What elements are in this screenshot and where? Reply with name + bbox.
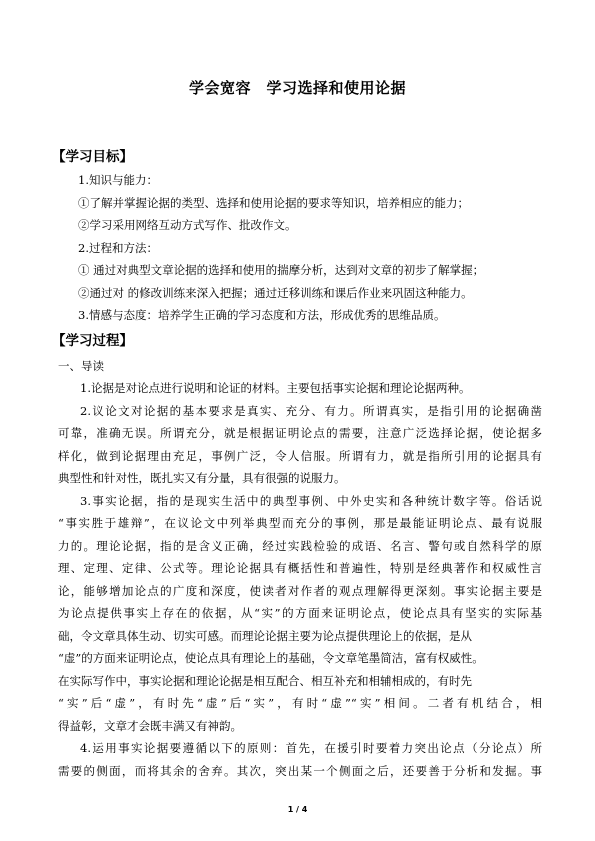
paragraph-line: 得益彰，文章才会既丰满又有神韵。 [58,719,242,733]
page-number: 1 / 4 [287,805,308,814]
paragraph-line: “实”后“虚”，有时先“虚”后“实”，有时“虚”“实”相间。二者有机结合，相 [58,696,542,710]
paragraph-line: “虚”的方面来证明论点，使论点具有理论上的基础，令文章笔墨简洁，富有权威性。 [58,651,484,665]
paragraph-line: 力的。理论论据，指的是含义正确，经过实践检验的成语、名言、警句或自然科学的原 [58,539,542,553]
goal-line: 3.情感与态度：培养学生正确的学习态度和方法，形成优秀的思维品质。 [78,308,446,322]
goal-line: ②通过对 的修改训练来深入把握；通过迁移训练和课后作业来巩固这种能力。 [78,286,473,300]
paragraph-line: “事实胜于雄辩”，在议论文中列举典型而充分的事例，那是最能证明论点、最有说服 [58,516,542,530]
paragraph-line: 础，令文章具体生动、切实可感。而理论论据主要为论点提供理论上的依据，是从 [58,629,472,643]
paragraph-line: 论，能够增加论点的广度和深度，使读者对作者的观点理解得更深刻。事实论据主要是 [58,584,542,598]
intro-line: 一、导读 [58,359,104,373]
paragraph-line: 典型性和针对性，既扎实又有分量，具有很强的说服力。 [58,471,346,485]
paragraph-line: 可靠，准确无误。所谓充分，就是根据证明论点的需要，注意广泛选择论据，使论据多 [58,426,542,440]
paragraph-line: 在实际写作中，事实论据和理论论据是相互配合、相互补充和相辅相成的，有时先 [58,674,472,688]
goal-line: ①了解并掌握论据的类型、选择和使用论据的要求等知识，培养相应的能力； [78,196,469,210]
page-title: 学会宽容 学习选择和使用论据 [188,79,406,97]
paragraph-line: 2.议论文对论据的基本要求是真实、充分、有力。所谓真实，是指引用的论据确凿 [80,404,542,418]
goal-line: 2.过程和方法： [78,241,158,255]
paragraph-line: 理、定理、定律、公式等。理论论据具有概括性和普遍性，特别是经典著作和权威性言 [58,561,542,575]
goal-line: ① 通过对典型文章论据的选择和使用的揣摩分析，达到对文章的初步了解掌握； [78,263,485,277]
goal-line: 1.知识与能力： [78,173,158,187]
paragraph-line: 需要的侧面，而将其余的舍弃。其次，突出某一个侧面之后，还要善于分析和发掘。事 [58,764,542,778]
paragraph-line: 为论点提供事实上存在的依据，从“实”的方面来证明论点，使论点具有坚实的实际基 [58,606,542,620]
paragraph-line: 1.论据是对论点进行说明和论证的材料。主要包括事实论据和理论论据两种。 [80,381,471,395]
paragraph-line: 样化，做到论据理由充足，事例广泛，令人信服。所谓有力，就是指所引用的论据具有 [58,449,542,463]
paragraph-line: 3.事实论据，指的是现实生活中的典型事例、中外史实和各种统计数字等。俗话说 [80,494,542,508]
section-heading-goals: 【学习目标】 [52,149,133,165]
paragraph-line: 4.运用事实论据要遵循以下的原则：首先，在援引时要着力突出论点（分论点）所 [80,741,542,755]
section-heading-process: 【学习过程】 [52,333,133,349]
goal-line: ②学习采用网络互动方式写作、批改作文。 [78,218,297,232]
